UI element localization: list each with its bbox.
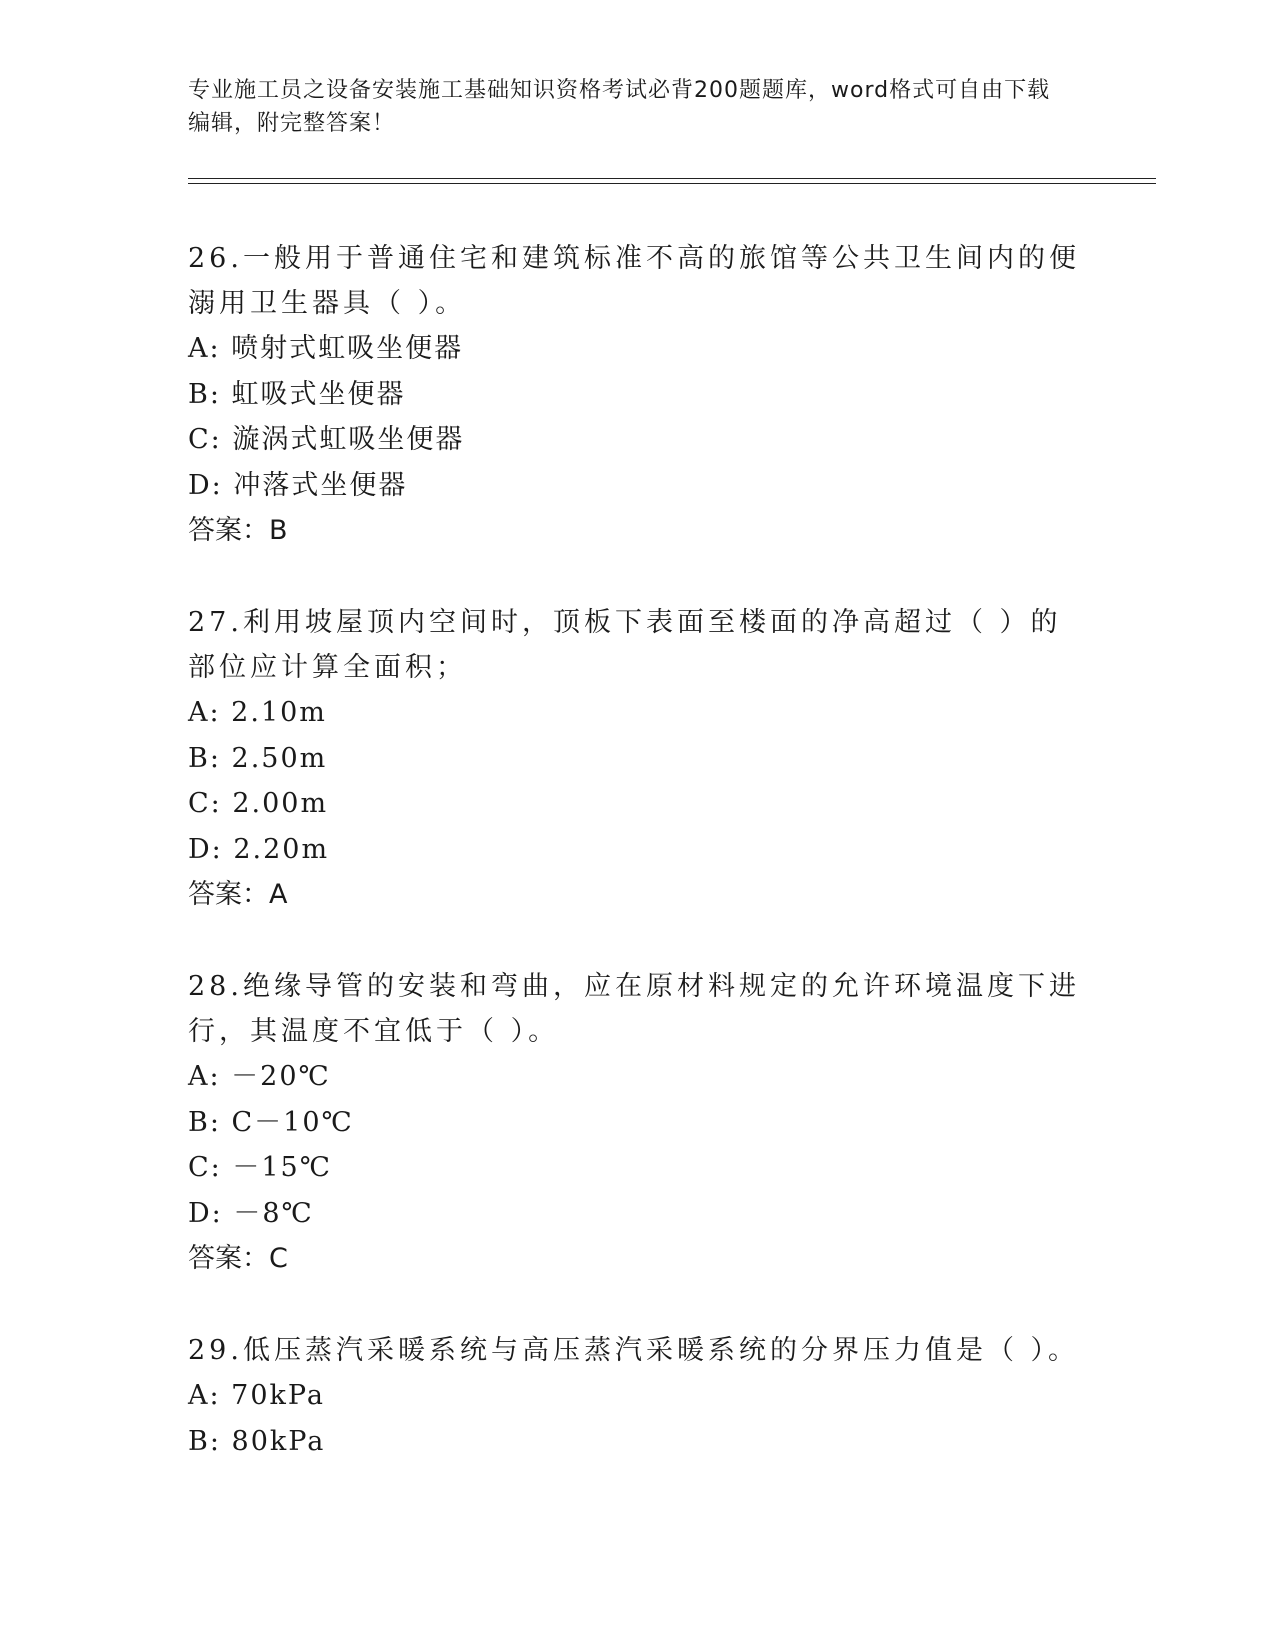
question-29 [188,1328,1088,1464]
option-c: C: －15℃ [188,1152,332,1183]
header-divider-top [188,178,1156,179]
option-b: B: 80kPa [188,1425,326,1457]
option-a: A: －20℃ [188,1061,331,1092]
option-b: B: 2.50m [188,742,328,774]
option-d: D: 2.20m [188,833,330,865]
option-c: C: 漩涡式虹吸坐便器 [188,424,465,455]
answer: 答案：A [188,879,288,910]
option-d: D: 冲落式坐便器 [188,469,408,501]
question-list [188,236,1088,1510]
option-a: A: 70kPa [188,1380,325,1411]
option-b: B: C－10℃ [188,1106,354,1138]
question-text: 28.绝缘导管的安装和弯曲，应在原材料规定的允许环境温度下进行，其温度不宜低于（ ）。 [188,971,1080,1047]
answer: 答案：C [188,1243,288,1274]
option-c: C: 2.00m [188,788,329,819]
question-26 [188,236,1088,554]
option-a: A: 2.10m [188,697,327,728]
document-header: 专业施工员之设备安装施工基础知识资格考试必背200题题库，word格式可自由下载编辑，附完整答案！ [188,78,1051,136]
question-27 [188,600,1088,918]
option-a: A: 喷射式虹吸坐便器 [188,333,464,364]
answer: 答案：B [188,515,288,546]
option-d: D: －8℃ [188,1197,314,1229]
header-divider-bottom [188,183,1156,184]
question-text: 27.利用坡屋顶内空间时，顶板下表面至楼面的净高超过（ ）的部位应计算全面积； [188,607,1062,683]
question-text: 26.一般用于普通住宅和建筑标准不高的旅馆等公共卫生间内的便溺用卫生器具（ ）。 [188,243,1080,319]
option-b: B: 虹吸式坐便器 [188,378,406,410]
question-28 [188,964,1088,1282]
question-text: 29.低压蒸汽采暖系统与高压蒸汽采暖系统的分界压力值是（ ）。 [188,1335,1080,1366]
